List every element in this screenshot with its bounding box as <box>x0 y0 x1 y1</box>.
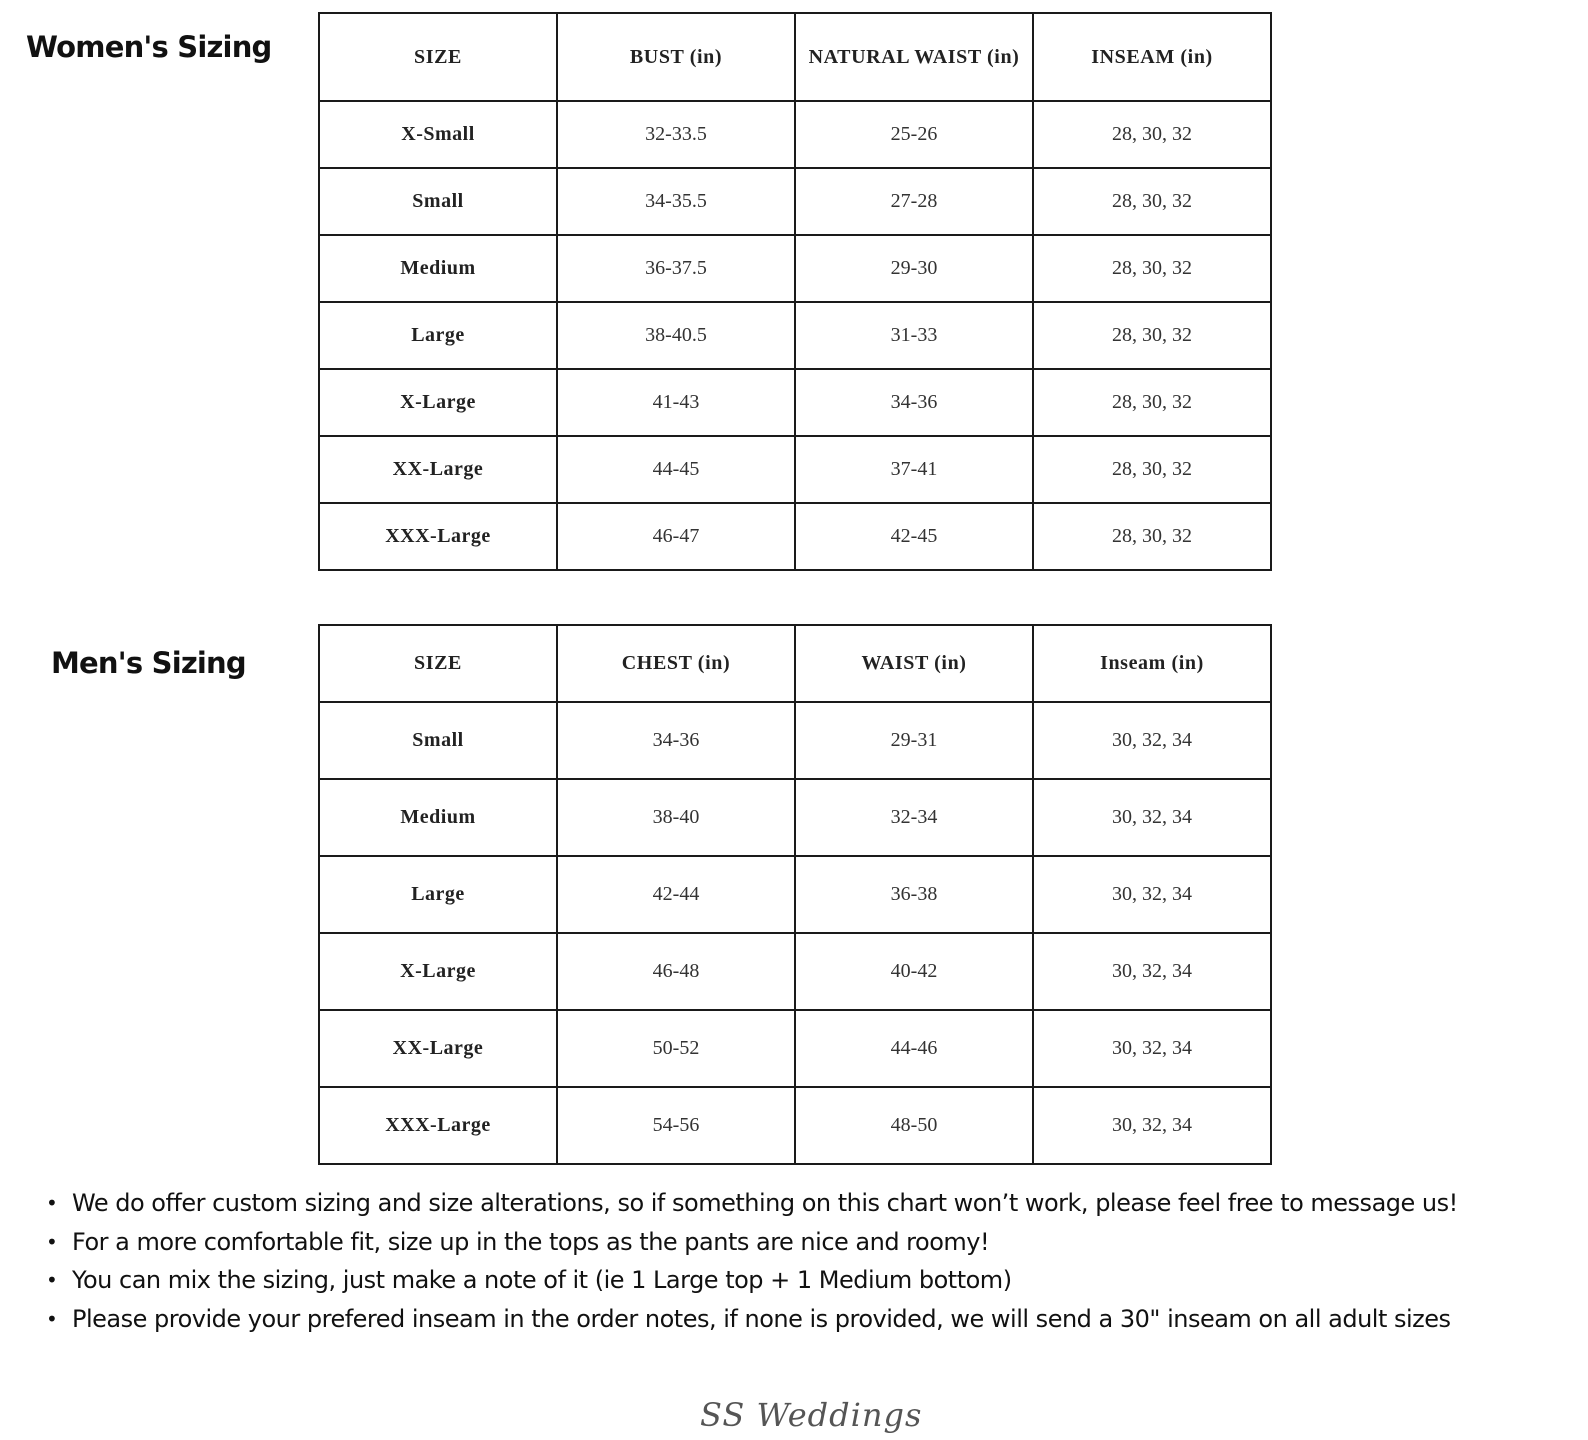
size-label: X-Small <box>319 101 557 168</box>
bust-value: 36-37.5 <box>557 235 795 302</box>
bullet-icon: • <box>46 1268 58 1292</box>
note-text: You can mix the sizing, just make a note of it (ie 1 Large top + 1 Medium bottom) <box>72 1266 1012 1294</box>
size-label: Medium <box>319 235 557 302</box>
chest-value: 34-36 <box>557 702 795 779</box>
inseam-value: 28, 30, 32 <box>1033 503 1271 570</box>
chest-value: 38-40 <box>557 779 795 856</box>
waist-value: 48-50 <box>795 1087 1033 1164</box>
table-row <box>319 779 1271 856</box>
waist-value: 34-36 <box>795 369 1033 436</box>
table-row <box>319 302 1271 369</box>
list-item <box>46 1223 1576 1262</box>
inseam-value: 28, 30, 32 <box>1033 235 1271 302</box>
bullet-icon: • <box>46 1229 58 1254</box>
chest-value: 46-48 <box>557 933 795 1010</box>
table-row <box>319 702 1271 779</box>
mens-size-table <box>318 624 1272 1165</box>
waist-value: 32-34 <box>795 779 1033 856</box>
inseam-value: 28, 30, 32 <box>1033 168 1271 235</box>
table-row <box>319 436 1271 503</box>
header-chest: CHEST (in) <box>557 625 795 702</box>
waist-value: 29-30 <box>795 235 1033 302</box>
waist-value: 36-38 <box>795 856 1033 933</box>
inseam-value: 28, 30, 32 <box>1033 369 1271 436</box>
size-label: XX-Large <box>319 436 557 503</box>
header-inseam: INSEAM (in) <box>1033 13 1271 101</box>
waist-value: 37-41 <box>795 436 1033 503</box>
header-bust: BUST (in) <box>557 13 795 101</box>
bust-value: 41-43 <box>557 369 795 436</box>
inseam-value: 30, 32, 34 <box>1033 702 1271 779</box>
size-label: Small <box>319 702 557 779</box>
waist-value: 31-33 <box>795 302 1033 369</box>
table-row <box>319 933 1271 1010</box>
mens-sizing-title: Men's Sizing <box>51 646 246 680</box>
header-size: SIZE <box>319 13 557 101</box>
table-row <box>319 503 1271 570</box>
inseam-value: 30, 32, 34 <box>1033 779 1271 856</box>
header-inseam: Inseam (in) <box>1033 625 1271 702</box>
waist-value: 27-28 <box>795 168 1033 235</box>
inseam-value: 30, 32, 34 <box>1033 1010 1271 1087</box>
size-label: XX-Large <box>319 1010 557 1087</box>
table-row <box>319 1087 1271 1164</box>
bust-value: 32-33.5 <box>557 101 795 168</box>
womens-sizing-title: Women's Sizing <box>26 30 272 64</box>
bust-value: 38-40.5 <box>557 302 795 369</box>
waist-value: 29-31 <box>795 702 1033 779</box>
table-row <box>319 369 1271 436</box>
size-label: Medium <box>319 779 557 856</box>
chest-value: 42-44 <box>557 856 795 933</box>
note-text: Please provide your prefered inseam in the order notes, if none is provided, we will send a 30" inseam on all adult sizes <box>72 1304 1451 1333</box>
inseam-value: 30, 32, 34 <box>1033 1087 1271 1164</box>
womens-size-table <box>318 12 1272 571</box>
inseam-value: 28, 30, 32 <box>1033 302 1271 369</box>
note-text: We do offer custom sizing and size alterations, so if something on this chart won’t work, please feel free to message us! <box>72 1189 1458 1217</box>
table-row <box>319 1010 1271 1087</box>
table-row <box>319 235 1271 302</box>
table-row <box>319 856 1271 933</box>
sizing-notes-list <box>46 1184 1576 1338</box>
header-waist: WAIST (in) <box>795 625 1033 702</box>
waist-value: 25-26 <box>795 101 1033 168</box>
size-label: X-Large <box>319 369 557 436</box>
size-label: XXX-Large <box>319 503 557 570</box>
size-label: XXX-Large <box>319 1087 557 1164</box>
table-row <box>319 168 1271 235</box>
bust-value: 44-45 <box>557 436 795 503</box>
size-label: Small <box>319 168 557 235</box>
note-text: For a more comfortable fit, size up in the tops as the pants are nice and roomy! <box>72 1227 990 1256</box>
size-label: X-Large <box>319 933 557 1010</box>
bullet-icon: • <box>46 1191 58 1215</box>
inseam-value: 30, 32, 34 <box>1033 933 1271 1010</box>
chest-value: 50-52 <box>557 1010 795 1087</box>
chest-value: 54-56 <box>557 1087 795 1164</box>
header-size: SIZE <box>319 625 557 702</box>
size-label: Large <box>319 302 557 369</box>
list-item <box>46 1184 1576 1223</box>
list-item <box>46 1261 1576 1300</box>
brand-logo: SS Weddings <box>700 1396 923 1434</box>
inseam-value: 28, 30, 32 <box>1033 436 1271 503</box>
list-item <box>46 1300 1576 1339</box>
bullet-icon: • <box>46 1306 58 1331</box>
waist-value: 44-46 <box>795 1010 1033 1087</box>
table-row <box>319 101 1271 168</box>
waist-value: 40-42 <box>795 933 1033 1010</box>
header-natural-waist: NATURAL WAIST (in) <box>795 13 1033 101</box>
table-header-row <box>319 625 1271 702</box>
size-label: Large <box>319 856 557 933</box>
inseam-value: 28, 30, 32 <box>1033 101 1271 168</box>
inseam-value: 30, 32, 34 <box>1033 856 1271 933</box>
waist-value: 42-45 <box>795 503 1033 570</box>
bust-value: 46-47 <box>557 503 795 570</box>
table-header-row <box>319 13 1271 101</box>
bust-value: 34-35.5 <box>557 168 795 235</box>
